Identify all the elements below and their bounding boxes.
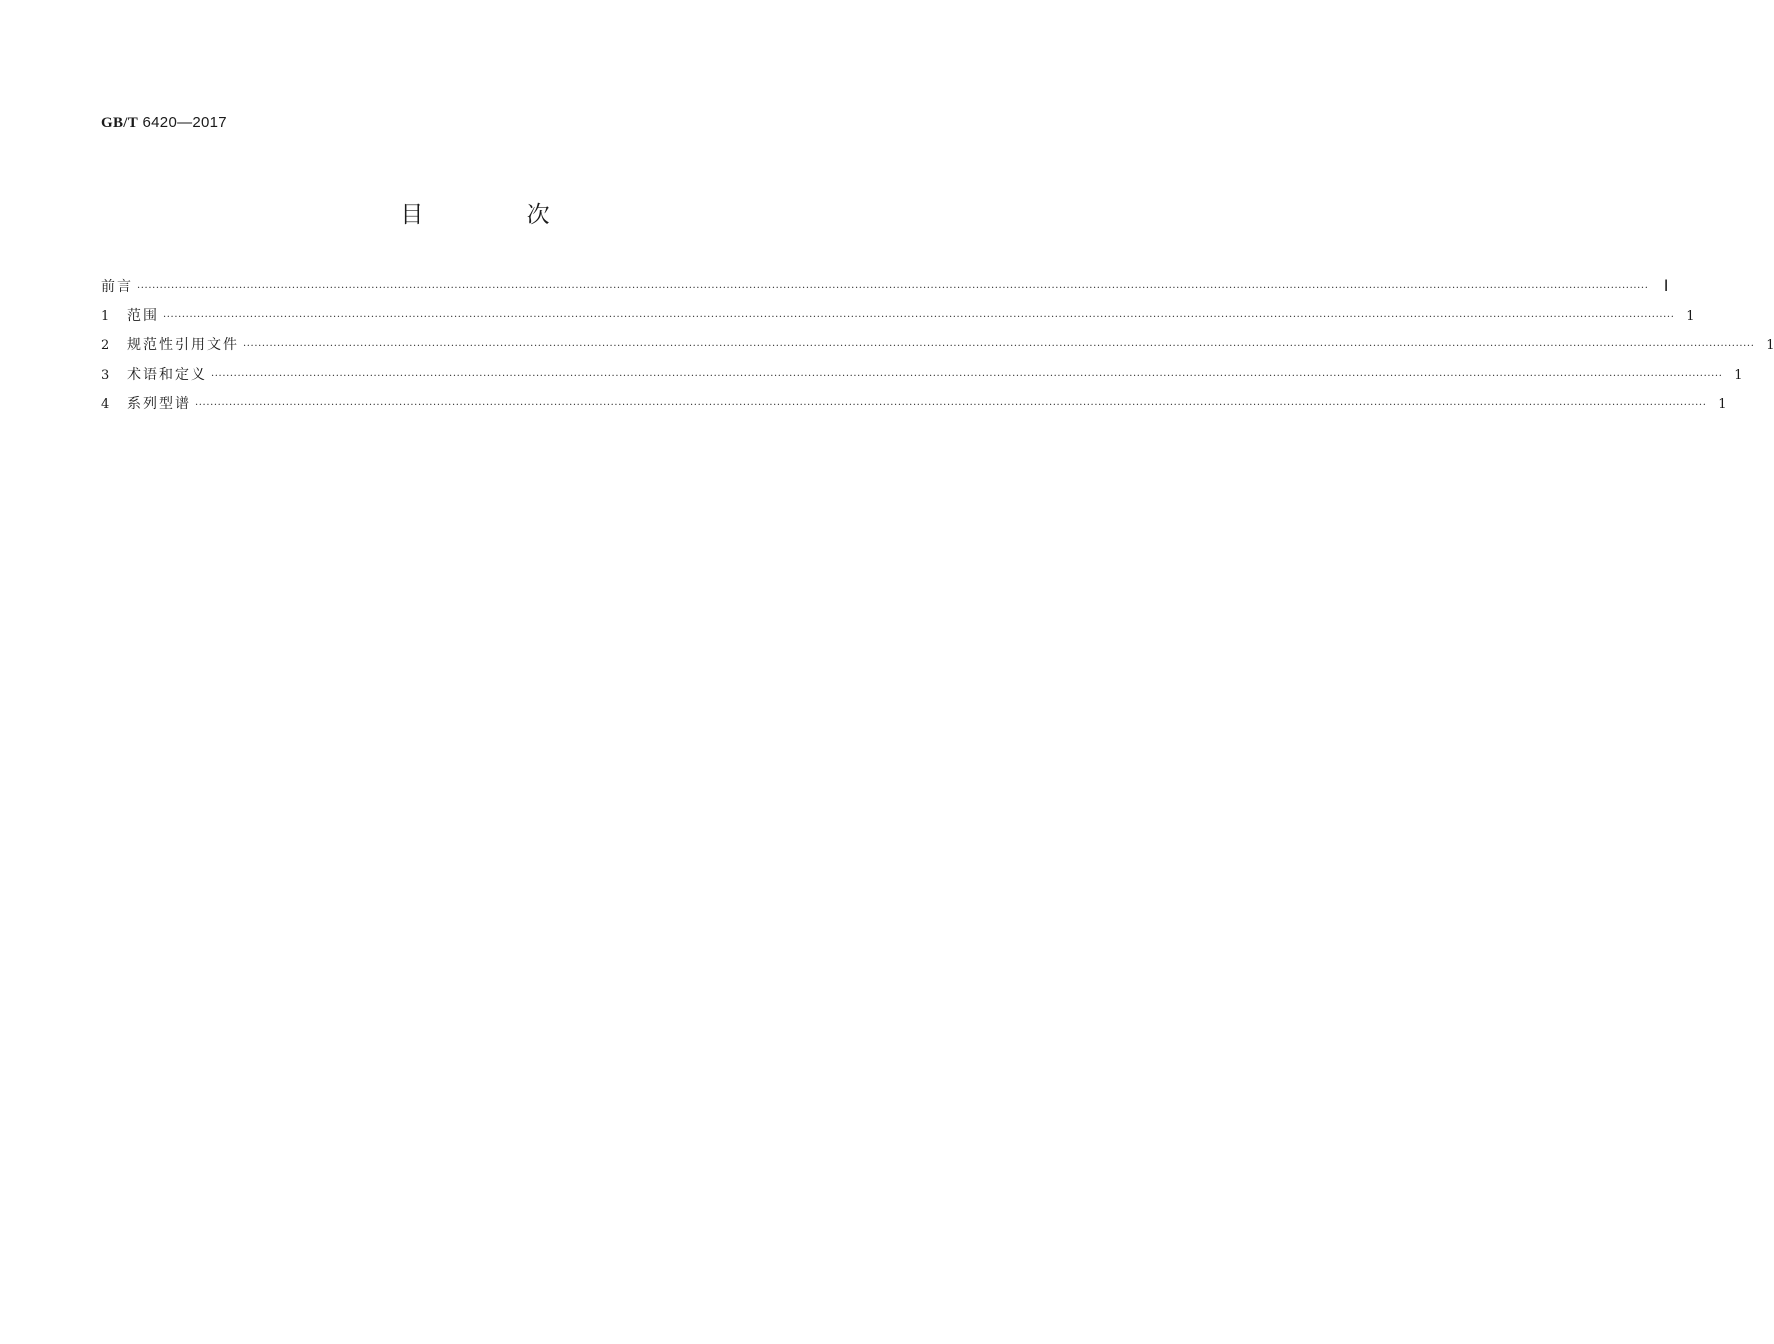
toc-entry-page: 1 [1766, 338, 1774, 353]
toc-entry-number: 1 [101, 308, 110, 324]
dot-leader: ················································································································································································································································································································································································································ [243, 341, 1755, 352]
dot-leader: ················································································································································································································································································································································································································ [137, 283, 1649, 294]
toc-list [101, 272, 1774, 420]
toc-entry-label: 术语和定义 [127, 366, 207, 383]
toc-entry-label: 规范性引用文件 [127, 337, 239, 353]
toc-entry-number: 3 [101, 367, 110, 383]
toc-entry-terms-definitions[interactable] [101, 361, 1743, 391]
toc-entry-page: 1 [1686, 308, 1695, 324]
dot-leader: ················································································································································································································································································································································································································ [211, 370, 1723, 382]
toc-entry-label: 系列型谱 [127, 396, 191, 412]
toc-entry-series[interactable] [101, 390, 1727, 420]
standard-code [101, 114, 227, 132]
dot-leader: ················································································································································································································································································································································································································ [195, 400, 1707, 411]
standard-prefix: GB/T [101, 115, 139, 131]
toc-entry-normative-references[interactable] [101, 331, 1774, 361]
dot-leader: ················································································································································································································································································································································································································ [163, 311, 1675, 323]
toc-entry-number: 4 [101, 397, 110, 412]
toc-entry-page: 1 [1734, 367, 1743, 383]
toc-entry-page: 1 [1718, 397, 1727, 412]
standard-number: 6420—2017 [142, 114, 227, 131]
toc-entry-foreword[interactable] [101, 272, 1669, 302]
toc-entry-label: 范围 [127, 307, 159, 324]
toc-entry-number: 2 [101, 338, 110, 353]
toc-title: 目 次 [400, 202, 598, 228]
toc-entry-page: Ⅰ [1663, 278, 1669, 295]
toc-entry-label: 前言 [101, 279, 133, 295]
toc-entry-scope[interactable] [101, 302, 1695, 332]
